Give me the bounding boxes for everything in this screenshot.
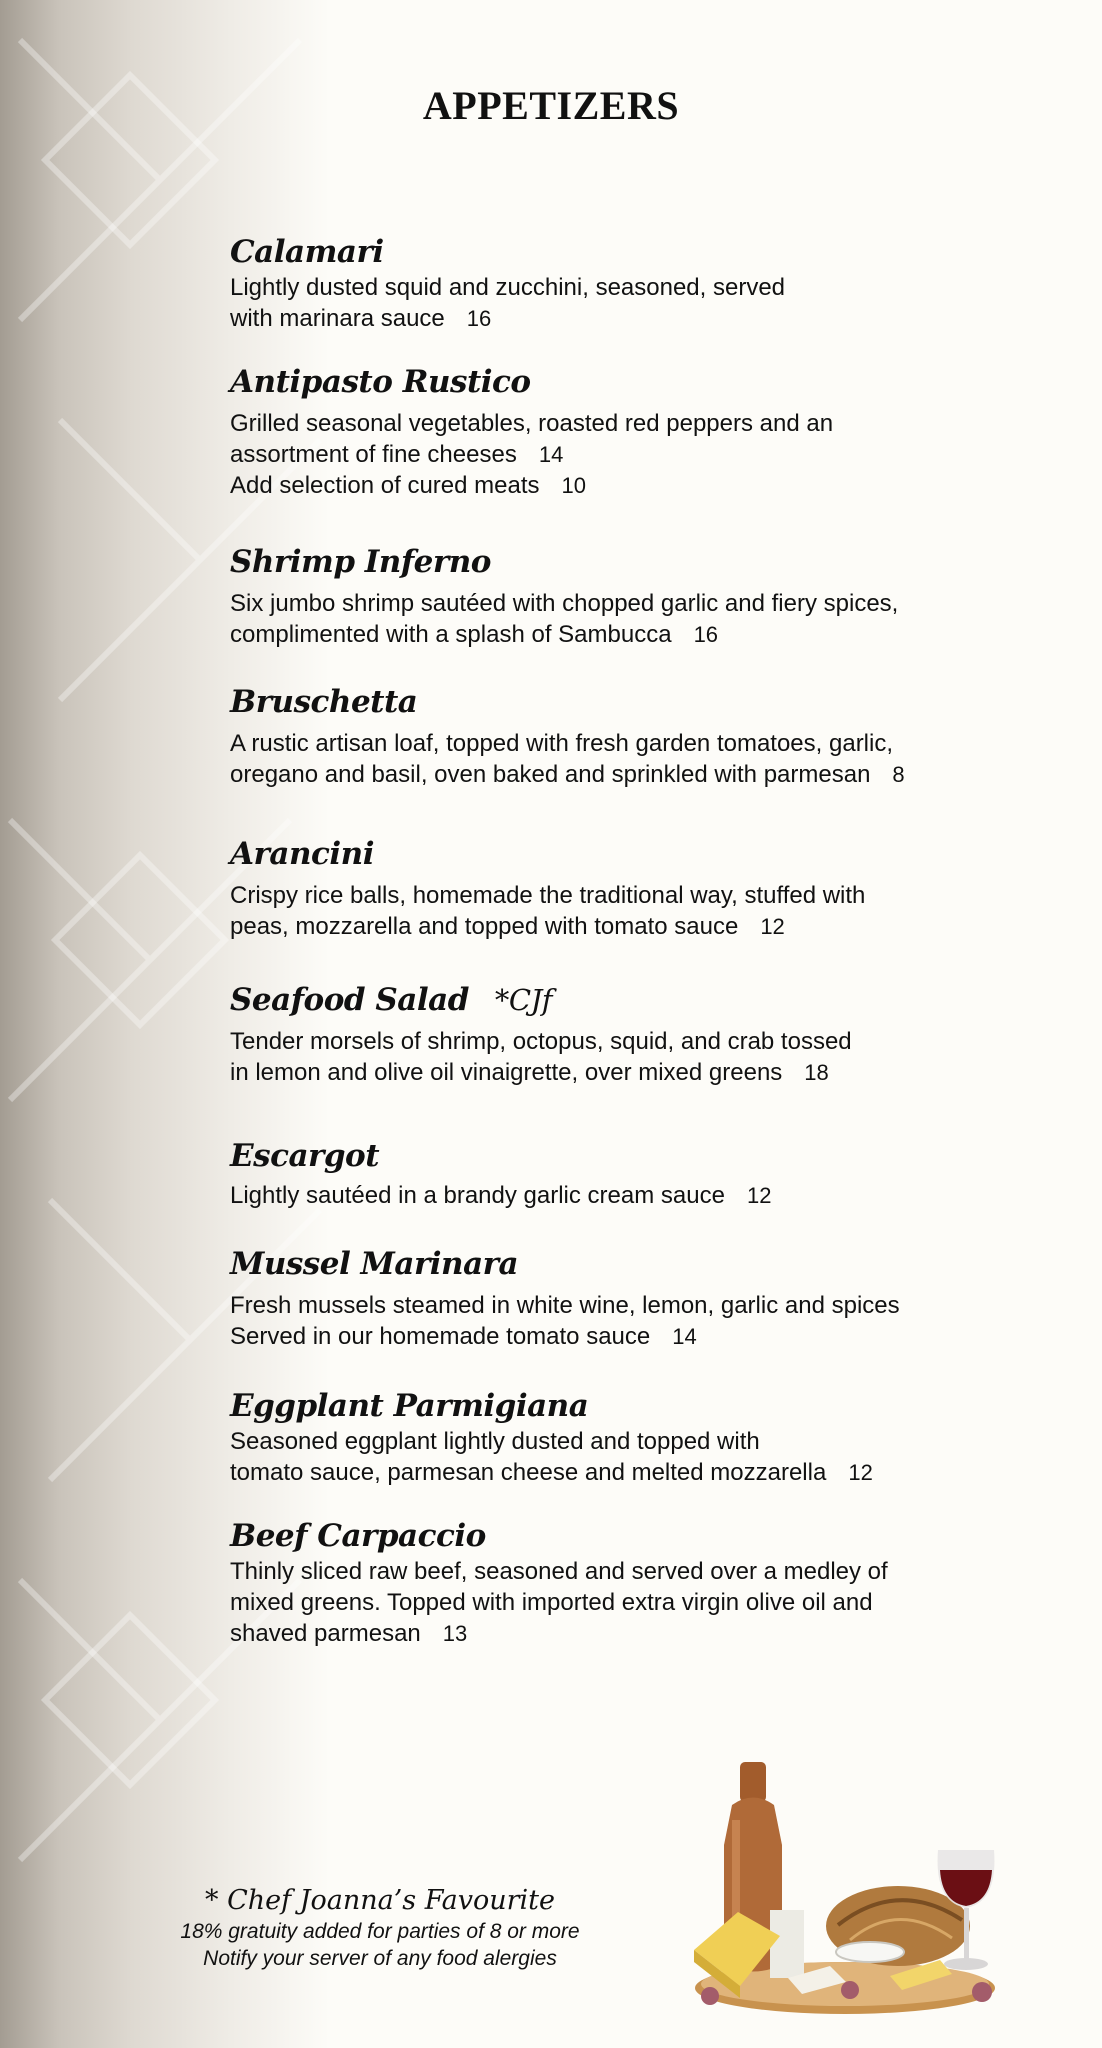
item-name: Bruschetta	[230, 684, 418, 720]
menu-item-shrimp-inferno	[230, 542, 1010, 650]
menu-footer	[140, 1884, 620, 1972]
item-description: Seasoned eggplant lightly dusted and topped with tomato sauce, parmesan cheese and melted mozzarella 12	[230, 1428, 873, 1486]
item-name: Beef Carpaccio	[230, 1518, 486, 1554]
item-name: Eggplant Parmigiana	[230, 1388, 589, 1424]
page-title: APPETIZERS	[422, 83, 680, 128]
item-price: 16	[466, 306, 492, 331]
item-description: Crispy rice balls, homemade the traditional way, stuffed with peas, mozzarella and topped with tomato sauce 12	[230, 882, 866, 940]
item-description: Grilled seasonal vegetables, roasted red peppers and an assortment of fine cheeses 14 Add selection of cured meats 10	[230, 410, 834, 499]
item-description: Thinly sliced raw beef, seasoned and served over a medley of mixed greens. Topped with imported extra virgin olive oil and shaved parmesan 13	[230, 1558, 888, 1647]
menu-item-mussel-marinara	[230, 1244, 1010, 1352]
item-name: Shrimp Inferno	[230, 544, 491, 580]
menu-item-seafood-salad	[230, 980, 1010, 1088]
item-description: A rustic artisan loaf, topped with fresh garden tomatoes, garlic, oregano and basil, oven baked and sprinkled with parmesan 8	[230, 730, 905, 788]
menu-item-escargot	[230, 1136, 1010, 1211]
item-name: Arancini	[230, 836, 374, 872]
item-price: 12	[746, 1183, 772, 1208]
item-price: 8	[892, 762, 905, 787]
item-price: 13	[442, 1621, 468, 1646]
item-description: Fresh mussels steamed in white wine, lemon, garlic and spices Served in our homemade tomato sauce 14	[230, 1292, 900, 1350]
item-name: Mussel Marinara	[230, 1246, 519, 1282]
menu-item-arancini	[230, 834, 1010, 942]
chef-favourite-mark: *CJf	[494, 983, 552, 1017]
item-description: Six jumbo shrimp sautéed with chopped garlic and fiery spices, complimented with a splash of Sambucca 16	[230, 590, 899, 648]
gratuity-notice: 18% gratuity added for parties of 8 or more	[180, 1920, 580, 1943]
menu-item-calamari	[230, 232, 1010, 334]
item-price: 12	[760, 914, 785, 939]
addon-price: 10	[561, 473, 586, 498]
item-name: Escargot	[230, 1138, 380, 1174]
menu-item-beef-carpaccio	[230, 1516, 1010, 1649]
item-name: Calamari	[230, 234, 384, 270]
item-price: 18	[804, 1060, 829, 1085]
item-description: Tender morsels of shrimp, octopus, squid, and crab tossed in lemon and olive oil vinaigrette, over mixed greens 18	[230, 1028, 852, 1086]
item-description: Lightly dusted squid and zucchini, seasoned, served with marinara sauce 16	[230, 274, 786, 332]
item-price: 14	[672, 1324, 697, 1349]
item-price: 12	[848, 1460, 873, 1485]
item-description: Lightly sautéed in a brandy garlic cream sauce 12	[230, 1182, 772, 1209]
item-name: Antipasto Rustico	[230, 364, 531, 400]
item-name: Seafood Salad *CJf	[230, 982, 552, 1018]
item-price: 16	[693, 622, 719, 647]
item-addon: Add selection of cured meats	[230, 472, 540, 499]
item-price: 14	[538, 442, 564, 467]
menu-item-bruschetta	[230, 682, 1010, 790]
menu-item-eggplant-parmigiana	[230, 1386, 1010, 1488]
wine-bread-cheese-illustration	[670, 1760, 1050, 2025]
chef-favourite-legend: * Chef Joanna’s Favourite	[204, 1885, 556, 1916]
allergy-notice: Notify your server of any food alergies	[203, 1947, 557, 1970]
menu-item-antipasto-rustico	[230, 362, 1010, 501]
